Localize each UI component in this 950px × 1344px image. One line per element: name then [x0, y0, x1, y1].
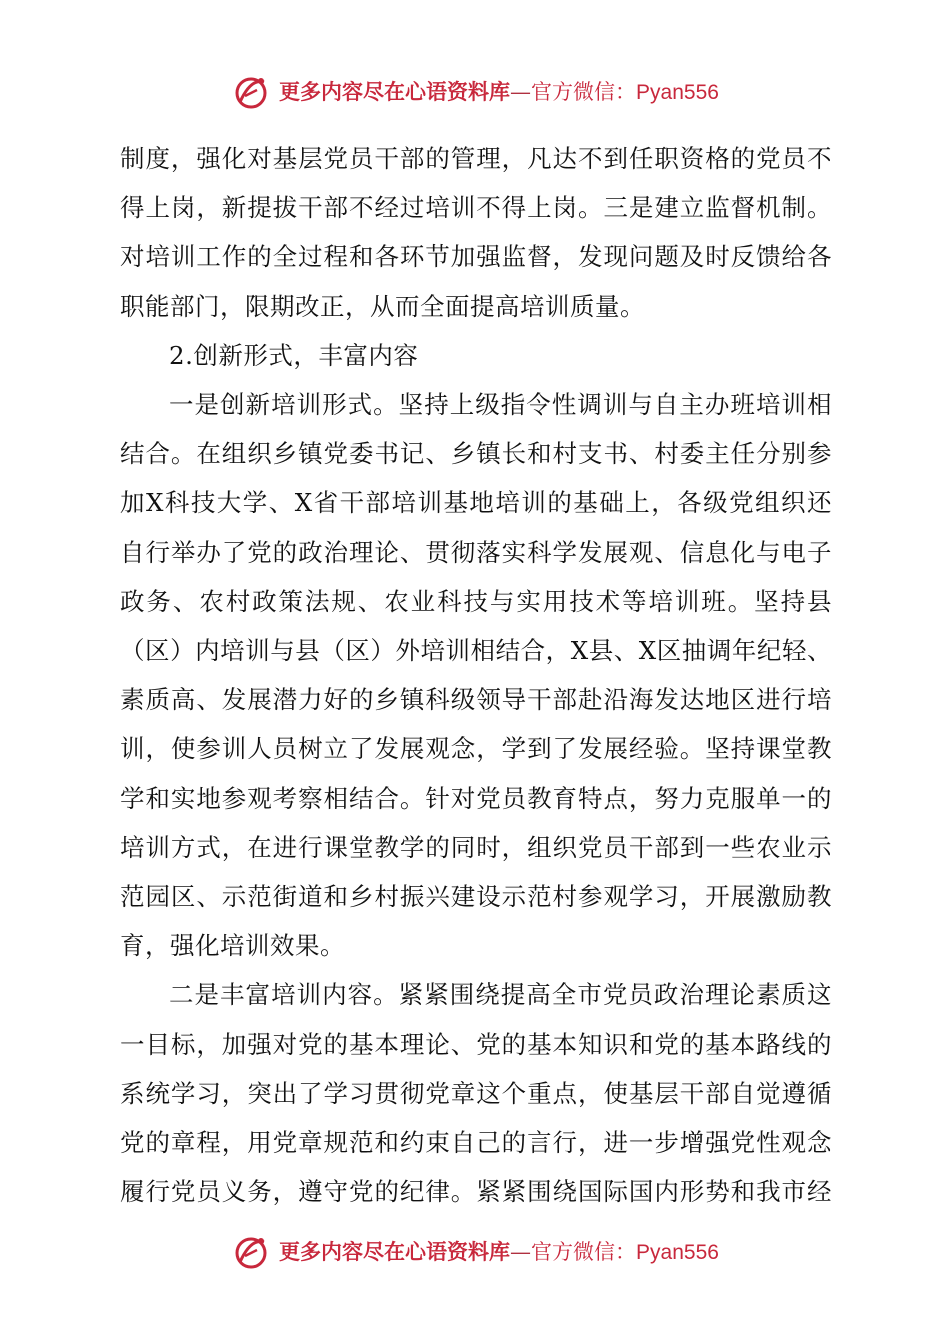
- header-banner-text: [279, 72, 719, 113]
- brand-logo-icon: [231, 1232, 271, 1272]
- header-banner: [0, 70, 950, 114]
- text-line: 育，强化培训效果。: [120, 931, 345, 961]
- text-line: 一目标，加强对党的基本理论、党的基本知识和党的基本路线的: [120, 1029, 832, 1059]
- text-line: 政务、农村政策法规、农业科技与实用技术等培训班。坚持县: [120, 586, 832, 616]
- footer-banner: [0, 1230, 950, 1274]
- text-line: 结合。在组织乡镇党委书记、乡镇长和村支书、村委主任分别参: [120, 439, 832, 469]
- text-line: 自行举办了党的政治理论、贯彻落实科学发展观、信息化与电子: [120, 537, 832, 567]
- footer-brand-text: 更多内容尽在心语资料库: [279, 1238, 511, 1264]
- brand-logo-icon: [231, 72, 271, 112]
- footer-separator: —: [510, 1239, 532, 1264]
- document-body: [120, 134, 832, 1216]
- section-heading-block: [120, 331, 832, 380]
- text-line: 素质高、发展潜力好的乡镇科级领导干部赴沿海发达地区进行培: [120, 685, 832, 715]
- paragraph-3: [120, 970, 832, 1216]
- paragraph-2: [120, 380, 832, 970]
- text-line: 二是丰富培训内容。紧紧围绕提高全市党员政治理论素质这: [169, 980, 832, 1010]
- footer-contact-id: Pyan556: [636, 1240, 719, 1264]
- text-line: 范园区、示范街道和乡村振兴建设示范村参观学习，开展激励教: [120, 882, 832, 912]
- footer-banner-text: [279, 1232, 719, 1273]
- footer-contact-label: 官方微信：: [531, 1239, 637, 1264]
- header-separator: —: [510, 79, 532, 104]
- header-brand-text: 更多内容尽在心语资料库: [279, 78, 511, 104]
- text-line: 对培训工作的全过程和各环节加强监督，发现问题及时反馈给各: [120, 242, 832, 272]
- text-line: 加X科技大学、X省干部培训基地培训的基础上，各级党组织还: [120, 488, 832, 518]
- text-line: 系统学习，突出了学习贯彻党章这个重点，使基层干部自觉遵循: [120, 1078, 832, 1108]
- text-line: 职能部门，限期改正，从而全面提高培训质量。: [120, 291, 645, 321]
- text-line: 得上岗，新提拔干部不经过培训不得上岗。三是建立监督机制。: [120, 193, 832, 223]
- paragraph-1: [120, 134, 832, 331]
- text-line: 履行党员义务，遵守党的纪律。紧紧围绕国际国内形势和我市经: [120, 1177, 832, 1207]
- text-line: 党的章程，用党章规范和约束自己的言行，进一步增强党性观念: [120, 1128, 832, 1158]
- text-line: （区）内培训与县（区）外培训相结合，X县、X区抽调年纪轻、: [120, 636, 832, 666]
- text-line: 学和实地参观考察相结合。针对党员教育特点，努力克服单一的: [120, 783, 832, 813]
- text-line: 制度，强化对基层党员干部的管理，凡达不到任职资格的党员不: [120, 144, 832, 173]
- text-line: 训，使参训人员树立了发展观念，学到了发展经验。坚持课堂教: [120, 734, 832, 764]
- section-heading: 2.创新形式，丰富内容: [169, 340, 419, 370]
- text-line: 一是创新培训形式。坚持上级指令性调训与自主办班培训相: [169, 390, 832, 420]
- text-line: 培训方式，在进行课堂教学的同时，组织党员干部到一些农业示: [120, 832, 832, 862]
- header-contact-id: Pyan556: [636, 80, 719, 104]
- header-contact-label: 官方微信：: [531, 79, 637, 104]
